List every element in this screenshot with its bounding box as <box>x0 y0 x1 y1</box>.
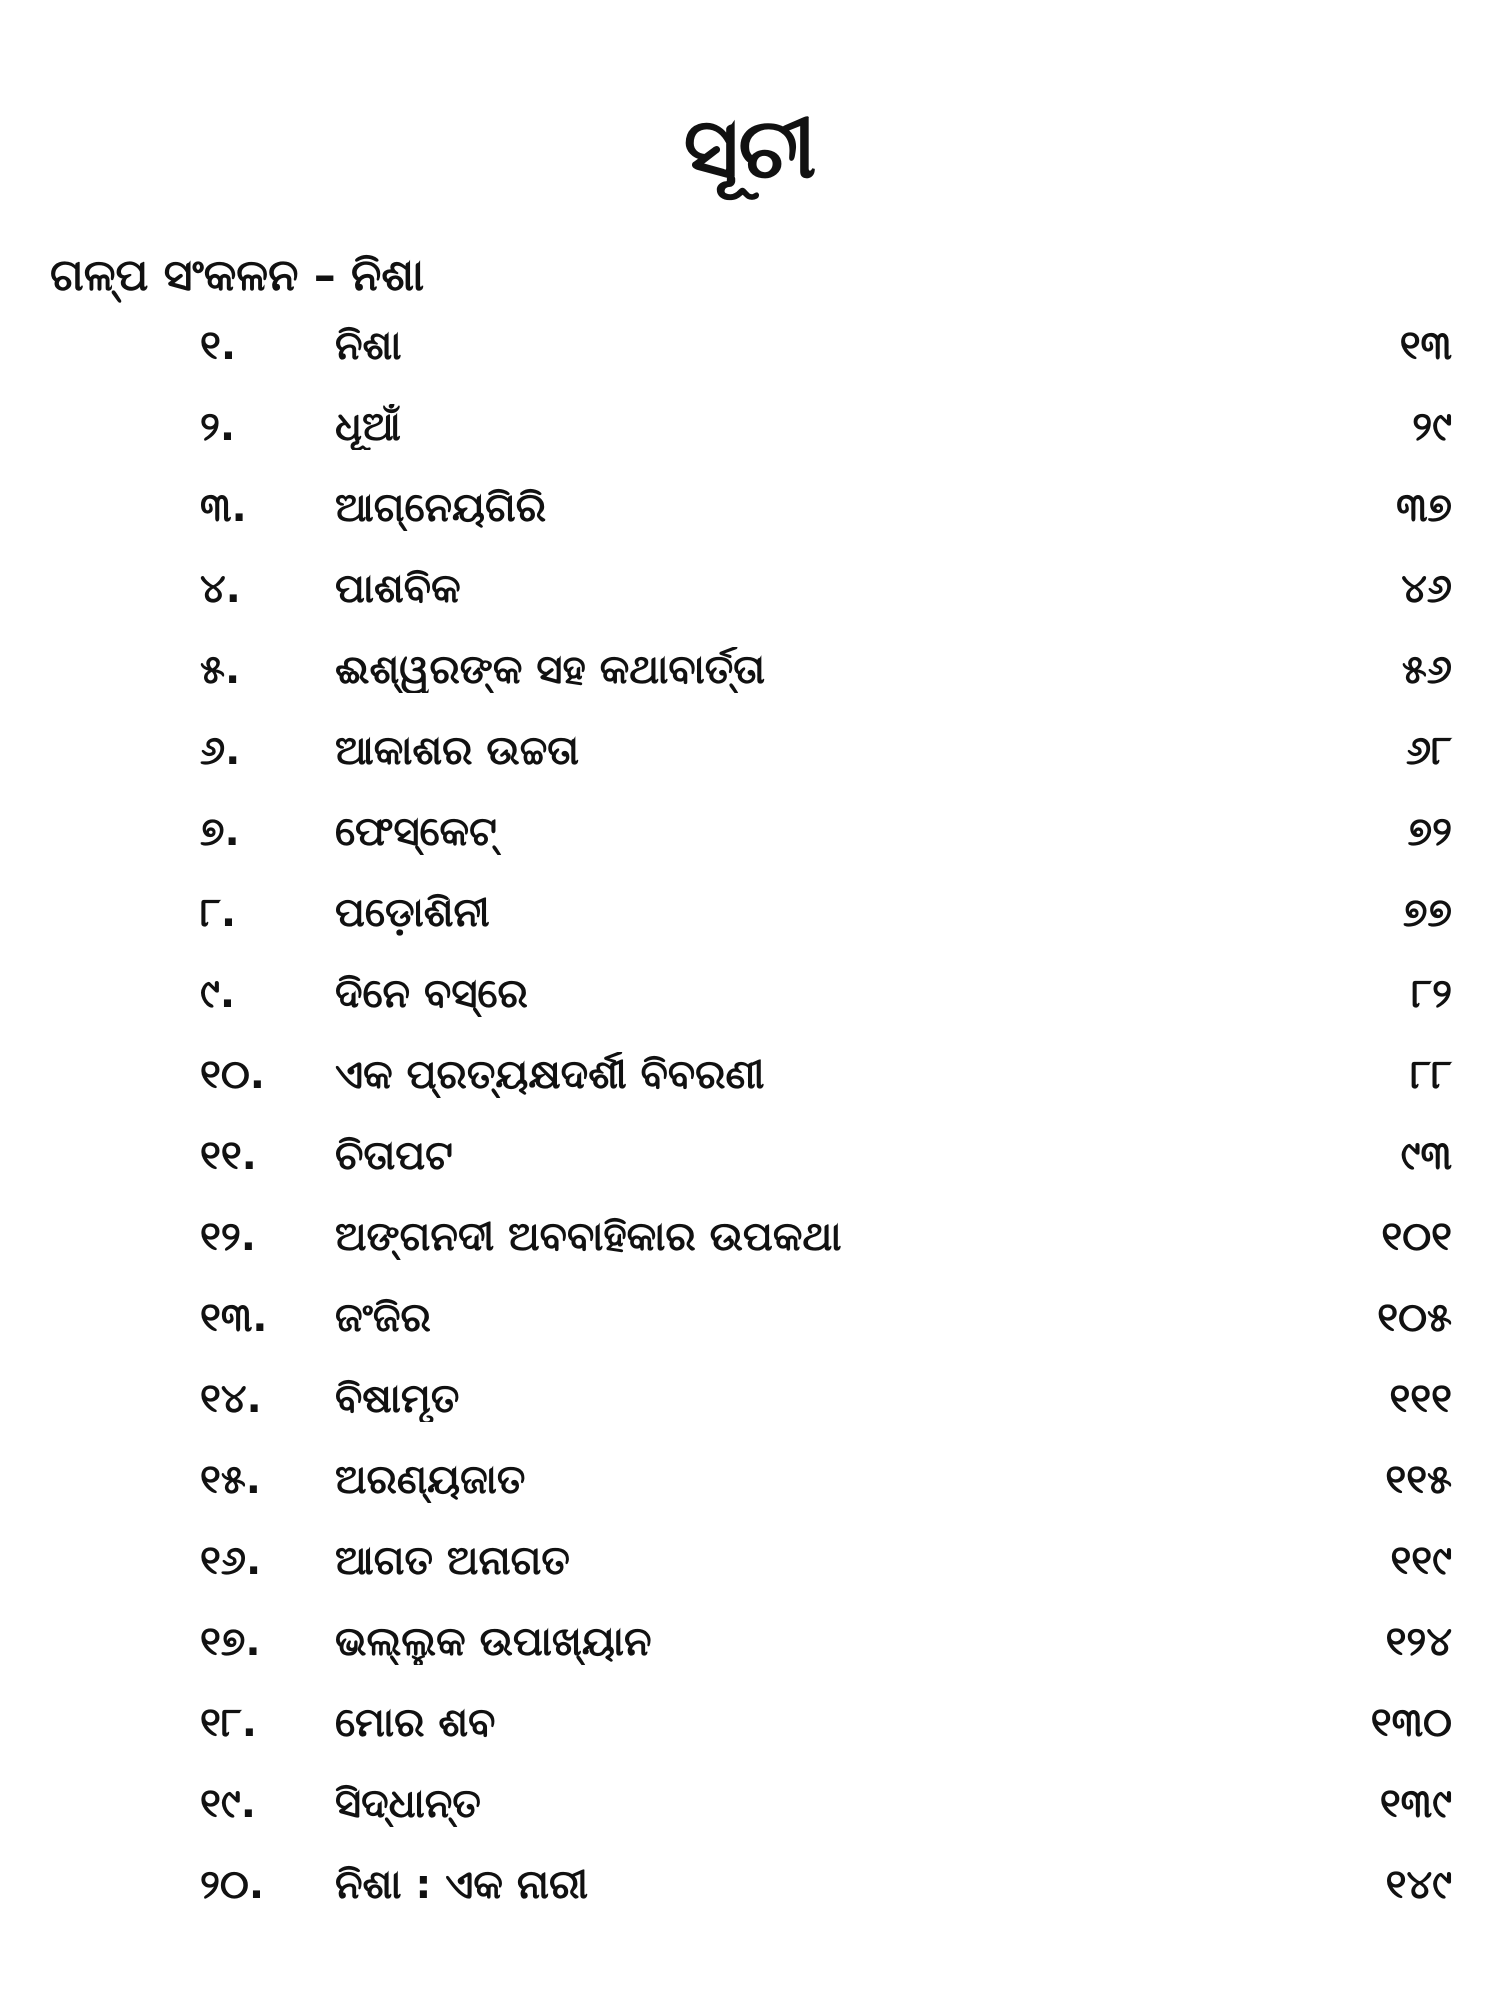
toc-entry <box>0 1123 1500 1204</box>
entry-number: ୧୭. <box>200 1619 261 1665</box>
entry-number: ୧୫. <box>200 1457 261 1503</box>
entry-number: ୮. <box>200 890 237 936</box>
entry-number: ୧୪. <box>200 1376 262 1422</box>
entry-page-number: ୧୧୧ <box>1389 1376 1452 1422</box>
entry-number: ୧୦. <box>200 1052 265 1098</box>
toc-entry <box>0 718 1500 799</box>
entry-title: ନିଶା : ଏକ ନାରୀ <box>335 1862 589 1908</box>
toc-entry <box>0 394 1500 475</box>
entry-number: ୧. <box>200 323 237 369</box>
toc-entry <box>0 1609 1500 1690</box>
toc-entry <box>0 799 1500 880</box>
entry-page-number: ୯୩ <box>1400 1133 1452 1179</box>
entry-title: ଜଂଜିର <box>335 1295 431 1341</box>
toc-entry <box>0 1042 1500 1123</box>
entry-title: ଫେସ୍‌କେଟ୍ <box>335 809 497 855</box>
entry-title: ମୋର ଶବ <box>335 1700 496 1746</box>
toc-entry <box>0 556 1500 637</box>
toc-entry <box>0 1285 1500 1366</box>
entry-title: ଧୂଆଁ <box>335 404 401 450</box>
toc-entry <box>0 1771 1500 1852</box>
entry-page-number: ୧୩୦ <box>1370 1700 1452 1746</box>
entry-page-number: ୭୭ <box>1403 890 1452 936</box>
section-heading: ଗଳ୍ପ ସଂକଳନ – ନିଶା <box>50 250 425 301</box>
entry-number: ୬. <box>200 728 241 774</box>
entry-number: ୧୬. <box>200 1538 262 1584</box>
entry-page-number: ୧୩ <box>1399 323 1452 369</box>
entry-page-number: ୧୧୫ <box>1385 1457 1452 1503</box>
entry-number: ୧୩. <box>200 1295 268 1341</box>
entry-title: ଅଙ୍ଗନଦୀ ଅବବାହିକାର ଉପକଥା <box>335 1214 842 1260</box>
entry-title: ଆଗ୍ନେୟଗିରି <box>335 485 547 531</box>
entry-title: ଅରଣ୍ୟଜାତ <box>335 1457 526 1503</box>
entry-number: ୧୧. <box>200 1133 257 1179</box>
entry-page-number: ୮୮ <box>1410 1052 1452 1098</box>
entry-title: ସିଦ୍ଧାନ୍ତ <box>335 1781 481 1827</box>
entry-page-number: ୬୮ <box>1406 728 1452 774</box>
entry-title: ଈଶ୍ୱରଙ୍କ ସହ କଥାବାର୍ତ୍ତା <box>335 647 766 693</box>
entry-page-number: ୧୧୯ <box>1390 1538 1452 1584</box>
entry-page-number: ୪୬ <box>1401 566 1452 612</box>
entry-title: ଆକାଶର ଉଚ୍ଚତା <box>335 728 580 774</box>
entry-number: ୭. <box>200 809 240 855</box>
toc-entry <box>0 961 1500 1042</box>
entry-title: ଭଲ୍ଲୁକ ଉପାଖ୍ୟାନ <box>335 1619 652 1665</box>
entry-number: ୩. <box>200 485 247 531</box>
entry-number: ୧୮. <box>200 1700 257 1746</box>
entry-number: ୯. <box>200 971 236 1017</box>
entry-page-number: ୮୨ <box>1411 971 1452 1017</box>
entry-number: ୧୨. <box>200 1214 256 1260</box>
toc-entry <box>0 313 1500 394</box>
toc-entry <box>0 475 1500 556</box>
toc-entry <box>0 1447 1500 1528</box>
toc-entry <box>0 637 1500 718</box>
entry-page-number: ୨୯ <box>1412 404 1452 450</box>
entry-page-number: ୫୬ <box>1401 647 1452 693</box>
entry-number: ୧୯. <box>200 1781 256 1827</box>
entry-number: ୨୦. <box>200 1862 265 1908</box>
entry-title: ବିଷାମୃତ <box>335 1376 460 1422</box>
table-of-contents <box>0 313 1500 1933</box>
toc-entry <box>0 1528 1500 1609</box>
entry-number: ୨. <box>200 404 236 450</box>
toc-entry <box>0 1366 1500 1447</box>
entry-title: ଏକ ପ୍ରତ୍ୟକ୍ଷଦର୍ଶୀ ବିବରଣୀ <box>335 1052 765 1098</box>
entry-page-number: ୧୨୪ <box>1385 1619 1452 1665</box>
toc-entry <box>0 1204 1500 1285</box>
entry-title: ଦିନେ ବସ୍‌ରେ <box>335 971 528 1017</box>
page-title: ସୂଚୀ <box>683 99 817 197</box>
entry-title: ଚିତାପଟ <box>335 1133 453 1179</box>
entry-number: ୫. <box>200 647 241 693</box>
entry-page-number: ୧୦୧ <box>1381 1214 1452 1260</box>
entry-title: ନିଶା <box>335 323 402 369</box>
entry-page-number: ୧୩୯ <box>1379 1781 1452 1827</box>
toc-entry <box>0 1690 1500 1771</box>
entry-page-number: ୩୭ <box>1396 485 1452 531</box>
entry-page-number: ୧୪୯ <box>1385 1862 1452 1908</box>
toc-entry <box>0 1852 1500 1933</box>
entry-page-number: ୭୨ <box>1407 809 1452 855</box>
entry-page-number: ୧୦୫ <box>1377 1295 1452 1341</box>
entry-title: ଆଗତ ଅନାଗତ <box>335 1538 570 1584</box>
entry-number: ୪. <box>200 566 241 612</box>
entry-title: ପଡ଼ୋଶିନୀ <box>335 890 490 936</box>
entry-title: ପାଶବିକ <box>335 566 461 612</box>
toc-entry <box>0 880 1500 961</box>
